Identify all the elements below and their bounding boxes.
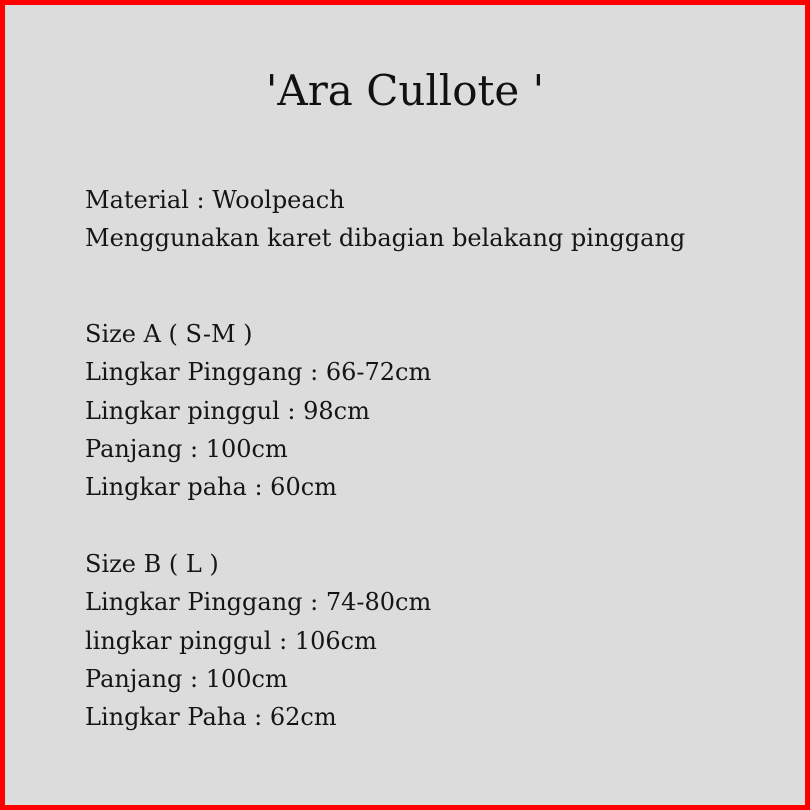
- product-title: 'Ara Cullote ': [265, 66, 545, 115]
- size-b-waist: Lingkar Pinggang : 74-80cm: [85, 588, 432, 617]
- product-details: [85, 181, 785, 737]
- size-a-thigh: Lingkar paha : 60cm: [85, 473, 337, 502]
- size-a-heading: Size A ( S-M ): [85, 319, 253, 348]
- size-b-thigh: Lingkar Paha : 62cm: [85, 703, 337, 732]
- waistband-note: Menggunakan karet dibagian belakang pinggang: [85, 224, 686, 253]
- size-b-hip: lingkar pinggul : 106cm: [85, 626, 377, 655]
- spacer: [85, 507, 785, 545]
- size-a-waist: Lingkar Pinggang : 66-72cm: [85, 358, 432, 387]
- spacer: [85, 258, 785, 315]
- size-b-heading: Size B ( L ): [85, 549, 219, 578]
- size-a-hip: Lingkar pinggul : 98cm: [85, 396, 370, 425]
- material-text: Material : Woolpeach: [85, 186, 345, 214]
- size-a-length: Panjang : 100cm: [85, 434, 288, 463]
- size-b-length: Panjang : 100cm: [85, 664, 288, 693]
